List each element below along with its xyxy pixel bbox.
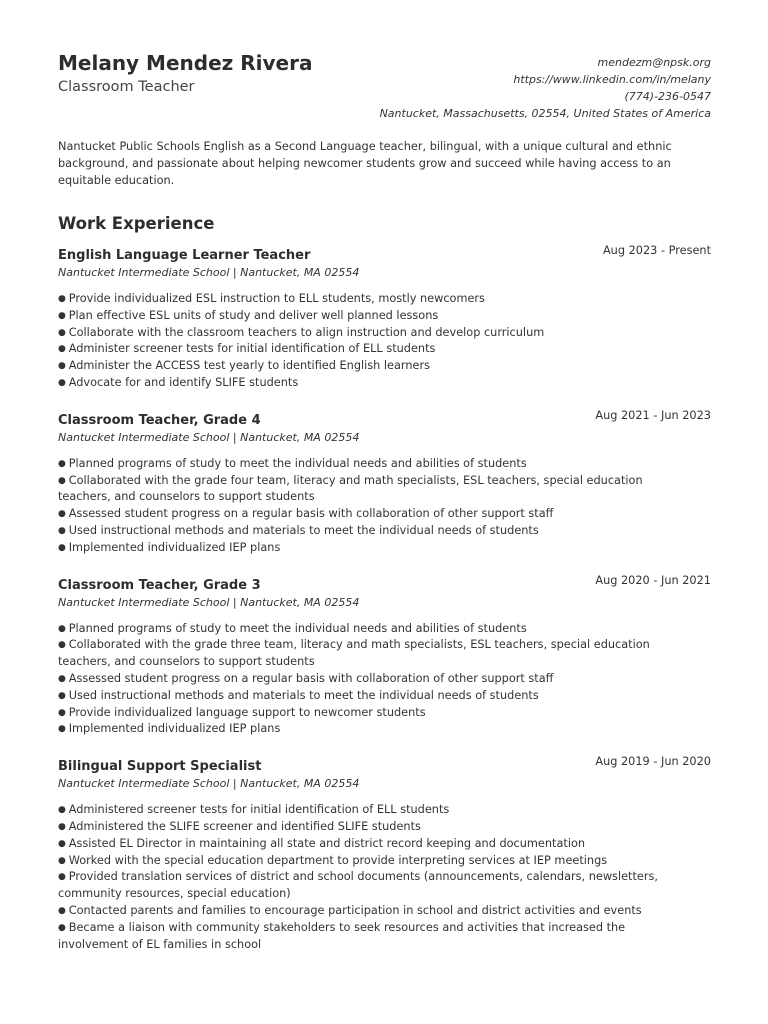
job-bullet: ● Used instructional methods and materials to meet the individual needs of students [58, 688, 683, 705]
job-bullet: ● Provide individualized ESL instruction to ELL students, mostly newcomers [58, 291, 683, 308]
job-bullet: ● Assessed student progress on a regular basis with collaboration of other support staff [58, 671, 683, 688]
job-bullet: ● Administered screener tests for initial identification of ELL students [58, 802, 683, 819]
job-bullet: ● Advocate for and identify SLIFE students [58, 375, 683, 392]
job-dates: Aug 2020 - Jun 2021 [595, 573, 711, 587]
job-bullet-list [58, 802, 711, 953]
job-bullet-list [58, 621, 711, 739]
job-bullet: ● Administered the SLIFE screener and identified SLIFE students [58, 819, 683, 836]
job-title: Bilingual Support Specialist [58, 759, 262, 775]
job-bullet: ● Implemented individualized IEP plans [58, 721, 683, 738]
resume-page [58, 50, 711, 953]
job-organization: Nantucket Intermediate School | Nantucket, MA 02554 [58, 595, 360, 609]
job-dates: Aug 2019 - Jun 2020 [595, 755, 711, 769]
job-bullet: ● Contacted parents and families to encourage participation in school and district activities and events [58, 903, 683, 920]
job-dates: Aug 2021 - Jun 2023 [595, 408, 711, 422]
job-title: Classroom Teacher, Grade 4 [58, 412, 261, 428]
job-bullet: ● Collaborate with the classroom teachers to align instruction and develop curriculum [58, 325, 683, 342]
profile-summary: Nantucket Public Schools English as a Second Language teacher, bilingual, with a unique cultural and ethnic background, and passionate about helping newcomer students grow and succeed while having access to an equitable education. [58, 140, 672, 187]
job-bullet: ● Collaborated with the grade three team, literacy and math specialists, ESL teachers, special education teachers, and counselors to support students [58, 637, 683, 671]
contact-phone: (774)-236-0547 [624, 90, 711, 103]
job-title: English Language Learner Teacher [58, 248, 311, 263]
contact-block [380, 54, 711, 122]
job-entry [58, 244, 711, 392]
job-entry [58, 573, 711, 739]
job-organization: Nantucket Intermediate School | Nantucket, MA 02554 [58, 777, 360, 791]
job-header [58, 573, 711, 595]
work-experience-list [58, 244, 711, 953]
contact-linkedin[interactable]: https://www.linkedin.com/in/melany [513, 73, 711, 86]
job-header [58, 755, 711, 776]
job-entry [58, 408, 711, 557]
candidate-role: Classroom Teacher [58, 79, 195, 95]
job-title: Classroom Teacher, Grade 3 [58, 577, 261, 593]
job-bullet: ● Implemented individualized IEP plans [58, 540, 683, 557]
contact-address: Nantucket, Massachusetts, 02554, United States of America [379, 107, 711, 120]
job-header [58, 244, 711, 265]
job-bullet: ● Collaborated with the grade four team, literacy and math specialists, ESL teachers, special education teachers, and counselors to support students [58, 473, 683, 507]
job-bullet: ● Plan effective ESL units of study and deliver well planned lessons [58, 308, 683, 325]
job-entry [58, 755, 711, 953]
job-bullet-list [58, 456, 711, 557]
job-bullet: ● Worked with the special education department to provide interpreting services at IEP meetings [58, 853, 683, 870]
job-header [58, 408, 711, 430]
job-bullet: ● Planned programs of study to meet the individual needs and abilities of students [58, 456, 683, 473]
candidate-name: Melany Mendez Rivera [58, 51, 313, 75]
job-bullet: ● Used instructional methods and materials to meet the individual needs of students [58, 523, 683, 540]
job-dates: Aug 2023 - Present [602, 244, 711, 257]
resume-header [58, 50, 711, 130]
job-bullet: ● Became a liaison with community stakeholders to seek resources and activities that increased the involvement of EL families in school [58, 920, 683, 954]
job-organization: Nantucket Intermediate School | Nantucket, MA 02554 [58, 266, 360, 279]
job-bullet: ● Provided translation services of district and school documents (announcements, calendars, newsletters, community resources, special education) [58, 869, 683, 903]
job-bullet: ● Administer screener tests for initial identification of ELL students [58, 341, 683, 358]
job-organization: Nantucket Intermediate School | Nantucket, MA 02554 [58, 430, 360, 444]
job-bullet: ● Assessed student progress on a regular basis with collaboration of other support staff [58, 506, 683, 523]
job-bullet: ● Provide individualized language support to newcomer students [58, 705, 683, 722]
work-experience-heading: Work Experience [58, 214, 215, 233]
job-bullet: ● Administer the ACCESS test yearly to identified English learners [58, 358, 683, 375]
contact-email[interactable]: mendezm@npsk.org [597, 56, 711, 69]
job-bullet: ● Assisted EL Director in maintaining all state and district record keeping and documentation [58, 836, 683, 853]
job-bullet: ● Planned programs of study to meet the individual needs and abilities of students [58, 621, 683, 638]
job-bullet-list [58, 291, 711, 392]
